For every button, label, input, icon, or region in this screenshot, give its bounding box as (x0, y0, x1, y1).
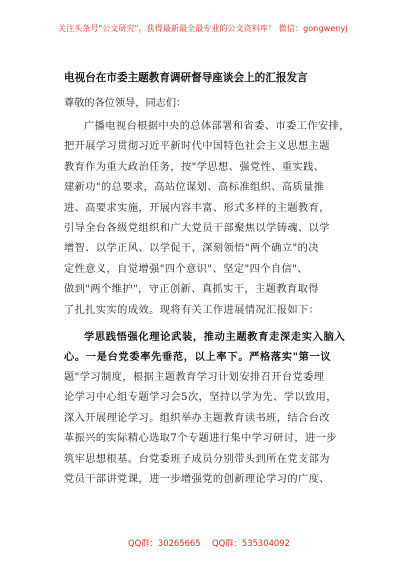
paragraph-line: 论学习中心组专题学习会5次，坚持以学为先、学以致用， (64, 392, 337, 404)
section-heading-1 (64, 327, 350, 368)
paragraph-line: 广播电视台根据中央的总体部署和省委、市委工作安排， (84, 121, 350, 132)
section-heading-line: 学思践悟强化理论武装，推动主题教育走深走实入脑入 (84, 331, 346, 343)
paragraph-line: 筑牢思想根基。台党委班子成员分别带头到所在党支部为 (64, 453, 330, 465)
paragraph-line: 教育作为重大政治任务，按"学思想、强党性、重实践、 (64, 161, 325, 173)
paragraph-section-1 (64, 368, 350, 490)
paragraph-line: 引导全台各级党组织和广大党员干部聚焦以学铸魂、以学 (64, 222, 330, 234)
paragraph-line: 做到"两个维护"，守正创新、真抓实干，主题教育取得 (64, 284, 319, 296)
paragraph-line: 深入开展理论学习。组织举办主题教育读书班，结合台改 (64, 412, 330, 424)
paragraph-line: 增智、以学正风、以学促干，深刻领悟"两个确立"的决 (64, 243, 319, 255)
header-banner: 关注头条号"公文研究"，获得最新最全最专业的公文资料库！ 微信：gongwenyj (58, 24, 348, 33)
paragraph-line: 把开展学习贯彻习近平新时代中国特色社会主义思想主题 (64, 141, 330, 153)
section-heading-line: 心。一是台党委率先垂范，以上率下。严格落实"第一议 (64, 351, 332, 364)
paragraph-line: 定性意义，自觉增强"四个意识"、坚定"四个自信"、 (64, 263, 308, 275)
paragraph-line: 进、高要求实施，开展内容丰富、形式多样的主题教育， (64, 202, 330, 214)
paragraph-intro (64, 117, 350, 321)
footer-qq-group-1: QQ群：30265665 (128, 538, 201, 548)
greeting: 尊敬的各位领导，同志们： (64, 98, 187, 109)
paragraph-line: 题"学习制度，根据主题教育学习计划安排召开台党委理 (64, 372, 325, 383)
paragraph-line: 革振兴的实际精心选取7个专题进行集中学习研讨，进一步 (64, 433, 337, 445)
document-title: 电视台在市委主题教育调研督导座谈会上的汇报发言 (64, 72, 308, 84)
paragraph-line: 了扎扎实实的成效。现将有关工作进展情况汇报如下： (64, 304, 320, 316)
paragraph-line: 建新功"的总要求，高站位谋划、高标准组织、高质量推 (64, 182, 325, 194)
paragraph-line: 党员干部讲党课，进一步增强党的创新理论学习的广度、 (64, 473, 330, 485)
footer-qq-group-2: QQ群：535304092 (212, 538, 290, 548)
